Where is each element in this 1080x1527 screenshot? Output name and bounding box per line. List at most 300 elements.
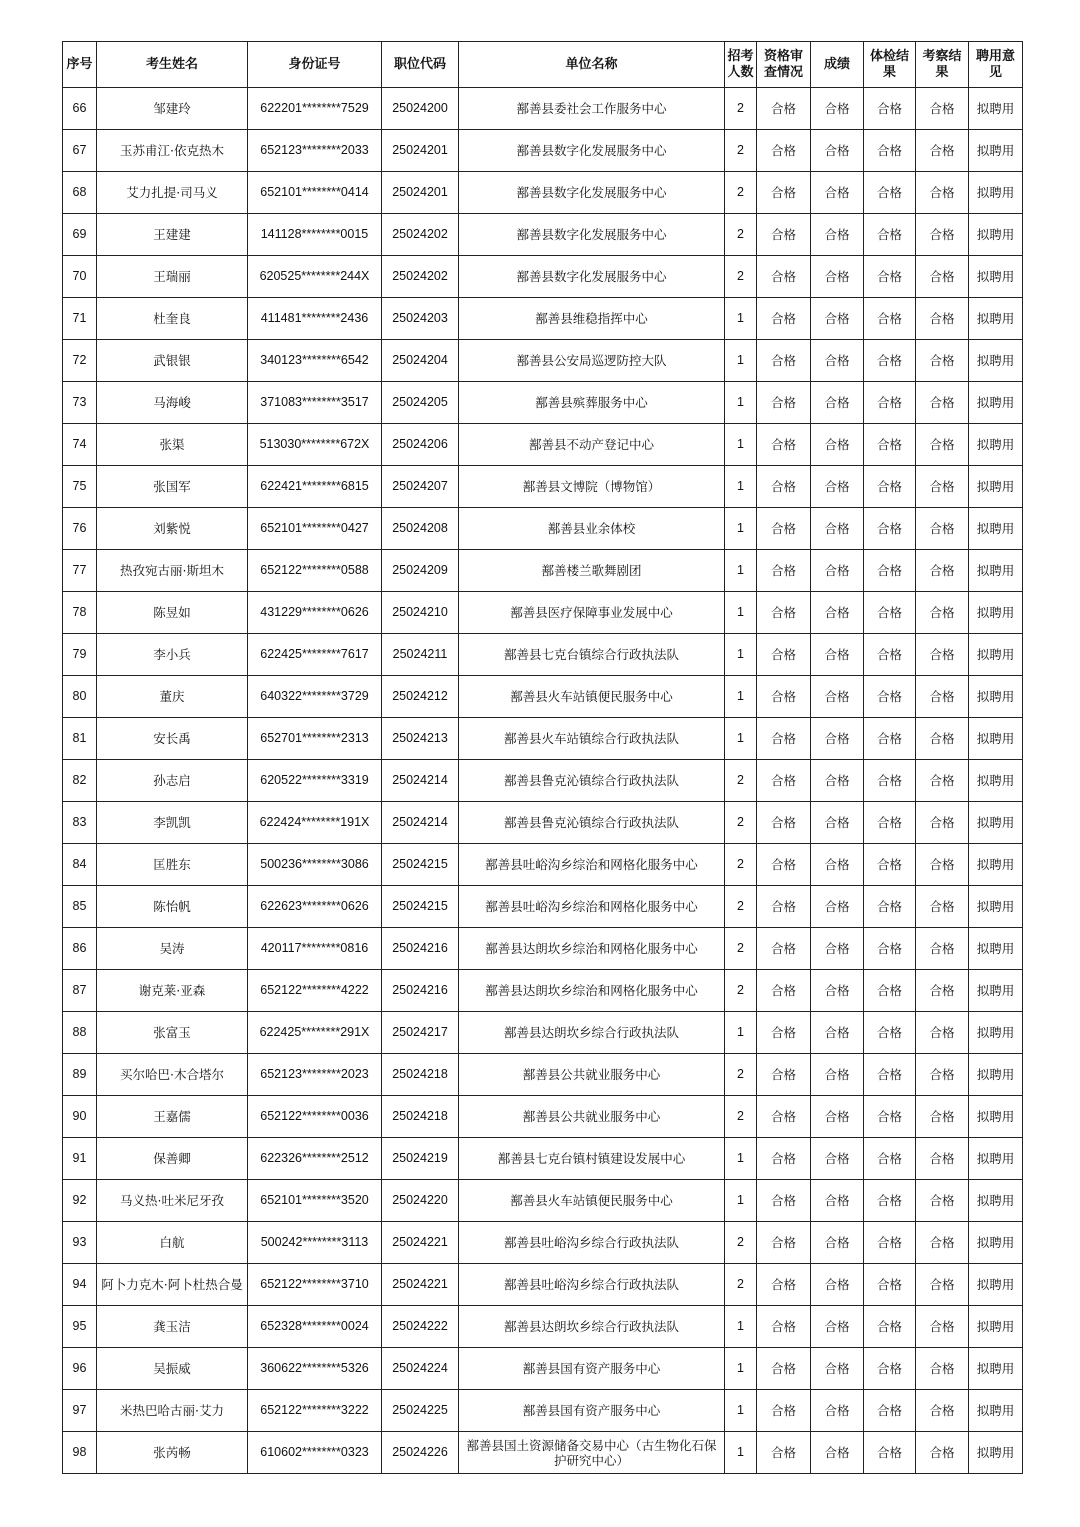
cell-score-status: 合格 (811, 928, 864, 970)
cell-seq: 71 (63, 298, 97, 340)
cell-id-number: 622623********0626 (248, 886, 382, 928)
cell-seq: 90 (63, 1096, 97, 1138)
cell-unit-name: 鄯善县委社会工作服务中心 (459, 88, 725, 130)
cell-recruit-count: 1 (725, 1306, 757, 1348)
cell-seq: 86 (63, 928, 97, 970)
col-header-score: 成绩 (811, 42, 864, 88)
cell-candidate-name: 张芮畅 (97, 1432, 248, 1474)
cell-hiring-opinion: 拟聘用 (969, 844, 1023, 886)
cell-inspection-result: 合格 (916, 550, 969, 592)
cell-recruit-count: 2 (725, 1054, 757, 1096)
col-header-inspection: 考察结果 (916, 42, 969, 88)
cell-score-status: 合格 (811, 1222, 864, 1264)
cell-score-status: 合格 (811, 1180, 864, 1222)
col-header-unit-name: 单位名称 (459, 42, 725, 88)
table-row (63, 1222, 1023, 1264)
cell-inspection-result: 合格 (916, 928, 969, 970)
table-row (63, 550, 1023, 592)
cell-recruit-count: 1 (725, 382, 757, 424)
cell-qualification-status: 合格 (757, 844, 811, 886)
cell-position-code: 25024202 (382, 256, 459, 298)
cell-recruit-count: 2 (725, 970, 757, 1012)
cell-position-code: 25024200 (382, 88, 459, 130)
cell-unit-name: 鄯善县业余体校 (459, 508, 725, 550)
cell-unit-name: 鄯善县吐峪沟乡综合行政执法队 (459, 1264, 725, 1306)
cell-id-number: 652101********3520 (248, 1180, 382, 1222)
cell-candidate-name: 保善卿 (97, 1138, 248, 1180)
table-row (63, 1348, 1023, 1390)
cell-position-code: 25024220 (382, 1180, 459, 1222)
cell-medical-result: 合格 (864, 1432, 916, 1474)
cell-unit-name: 鄯善县公共就业服务中心 (459, 1096, 725, 1138)
table-body (63, 88, 1023, 1474)
cell-position-code: 25024218 (382, 1096, 459, 1138)
cell-candidate-name: 邹建玲 (97, 88, 248, 130)
cell-unit-name: 鄯善县达朗坎乡综合行政执法队 (459, 1306, 725, 1348)
cell-position-code: 25024219 (382, 1138, 459, 1180)
cell-position-code: 25024201 (382, 130, 459, 172)
cell-candidate-name: 艾力扎提·司马义 (97, 172, 248, 214)
cell-id-number: 620525********244X (248, 256, 382, 298)
cell-medical-result: 合格 (864, 340, 916, 382)
cell-inspection-result: 合格 (916, 382, 969, 424)
table-row (63, 1180, 1023, 1222)
table-row (63, 718, 1023, 760)
cell-score-status: 合格 (811, 508, 864, 550)
cell-score-status: 合格 (811, 88, 864, 130)
cell-score-status: 合格 (811, 634, 864, 676)
cell-id-number: 500236********3086 (248, 844, 382, 886)
cell-hiring-opinion: 拟聘用 (969, 298, 1023, 340)
cell-inspection-result: 合格 (916, 634, 969, 676)
cell-seq: 98 (63, 1432, 97, 1474)
cell-hiring-opinion: 拟聘用 (969, 1348, 1023, 1390)
cell-inspection-result: 合格 (916, 592, 969, 634)
cell-hiring-opinion: 拟聘用 (969, 634, 1023, 676)
cell-hiring-opinion: 拟聘用 (969, 1012, 1023, 1054)
cell-hiring-opinion: 拟聘用 (969, 1264, 1023, 1306)
cell-inspection-result: 合格 (916, 1306, 969, 1348)
cell-inspection-result: 合格 (916, 1180, 969, 1222)
cell-hiring-opinion: 拟聘用 (969, 1432, 1023, 1474)
hiring-roster-table (62, 41, 1023, 1474)
cell-qualification-status: 合格 (757, 298, 811, 340)
cell-hiring-opinion: 拟聘用 (969, 676, 1023, 718)
cell-seq: 67 (63, 130, 97, 172)
cell-recruit-count: 2 (725, 886, 757, 928)
cell-hiring-opinion: 拟聘用 (969, 256, 1023, 298)
cell-unit-name: 鄯善县火车站镇便民服务中心 (459, 676, 725, 718)
cell-score-status: 合格 (811, 172, 864, 214)
cell-candidate-name: 张国军 (97, 466, 248, 508)
table-row (63, 340, 1023, 382)
cell-recruit-count: 2 (725, 214, 757, 256)
cell-inspection-result: 合格 (916, 970, 969, 1012)
cell-candidate-name: 刘紫悦 (97, 508, 248, 550)
cell-unit-name: 鄯善县七克台镇综合行政执法队 (459, 634, 725, 676)
cell-medical-result: 合格 (864, 256, 916, 298)
cell-score-status: 合格 (811, 886, 864, 928)
cell-seq: 74 (63, 424, 97, 466)
cell-score-status: 合格 (811, 592, 864, 634)
cell-id-number: 652122********0588 (248, 550, 382, 592)
cell-qualification-status: 合格 (757, 970, 811, 1012)
cell-qualification-status: 合格 (757, 1264, 811, 1306)
cell-candidate-name: 谢克莱·亚森 (97, 970, 248, 1012)
cell-candidate-name: 张富玉 (97, 1012, 248, 1054)
cell-position-code: 25024216 (382, 970, 459, 1012)
cell-candidate-name: 吴涛 (97, 928, 248, 970)
cell-hiring-opinion: 拟聘用 (969, 1390, 1023, 1432)
cell-candidate-name: 张渠 (97, 424, 248, 466)
cell-inspection-result: 合格 (916, 340, 969, 382)
cell-qualification-status: 合格 (757, 1348, 811, 1390)
cell-unit-name: 鄯善县公安局巡逻防控大队 (459, 340, 725, 382)
cell-recruit-count: 2 (725, 256, 757, 298)
cell-id-number: 500242********3113 (248, 1222, 382, 1264)
cell-qualification-status: 合格 (757, 424, 811, 466)
cell-qualification-status: 合格 (757, 676, 811, 718)
cell-unit-name: 鄯善县文博院（博物馆） (459, 466, 725, 508)
cell-seq: 87 (63, 970, 97, 1012)
col-header-id-number: 身份证号 (248, 42, 382, 88)
cell-position-code: 25024222 (382, 1306, 459, 1348)
cell-position-code: 25024207 (382, 466, 459, 508)
cell-unit-name: 鄯善县鲁克沁镇综合行政执法队 (459, 802, 725, 844)
cell-id-number: 340123********6542 (248, 340, 382, 382)
cell-id-number: 513030********672X (248, 424, 382, 466)
cell-inspection-result: 合格 (916, 886, 969, 928)
col-header-medical: 体检结果 (864, 42, 916, 88)
cell-candidate-name: 马义热·吐米尼牙孜 (97, 1180, 248, 1222)
cell-score-status: 合格 (811, 1012, 864, 1054)
cell-inspection-result: 合格 (916, 1348, 969, 1390)
cell-qualification-status: 合格 (757, 214, 811, 256)
cell-inspection-result: 合格 (916, 424, 969, 466)
table-row (63, 466, 1023, 508)
cell-medical-result: 合格 (864, 1054, 916, 1096)
cell-seq: 80 (63, 676, 97, 718)
cell-candidate-name: 白航 (97, 1222, 248, 1264)
cell-medical-result: 合格 (864, 676, 916, 718)
table-row (63, 256, 1023, 298)
cell-position-code: 25024216 (382, 928, 459, 970)
cell-score-status: 合格 (811, 802, 864, 844)
table-row (63, 172, 1023, 214)
cell-candidate-name: 阿卜力克木·阿卜杜热合曼 (97, 1264, 248, 1306)
cell-position-code: 25024213 (382, 718, 459, 760)
cell-hiring-opinion: 拟聘用 (969, 928, 1023, 970)
cell-hiring-opinion: 拟聘用 (969, 88, 1023, 130)
cell-recruit-count: 1 (725, 1432, 757, 1474)
cell-seq: 79 (63, 634, 97, 676)
table-row (63, 298, 1023, 340)
table-row (63, 214, 1023, 256)
cell-seq: 97 (63, 1390, 97, 1432)
cell-score-status: 合格 (811, 718, 864, 760)
cell-unit-name: 鄯善县达朗坎乡综治和网格化服务中心 (459, 928, 725, 970)
cell-position-code: 25024215 (382, 886, 459, 928)
cell-id-number: 610602********0323 (248, 1432, 382, 1474)
cell-hiring-opinion: 拟聘用 (969, 1096, 1023, 1138)
cell-recruit-count: 2 (725, 88, 757, 130)
cell-position-code: 25024214 (382, 760, 459, 802)
cell-unit-name: 鄯善县达朗坎乡综治和网格化服务中心 (459, 970, 725, 1012)
cell-hiring-opinion: 拟聘用 (969, 718, 1023, 760)
cell-qualification-status: 合格 (757, 1306, 811, 1348)
cell-candidate-name: 王瑞丽 (97, 256, 248, 298)
cell-hiring-opinion: 拟聘用 (969, 172, 1023, 214)
cell-unit-name: 鄯善县达朗坎乡综合行政执法队 (459, 1012, 725, 1054)
cell-medical-result: 合格 (864, 592, 916, 634)
cell-medical-result: 合格 (864, 802, 916, 844)
cell-medical-result: 合格 (864, 550, 916, 592)
cell-qualification-status: 合格 (757, 592, 811, 634)
cell-hiring-opinion: 拟聘用 (969, 214, 1023, 256)
cell-hiring-opinion: 拟聘用 (969, 592, 1023, 634)
cell-recruit-count: 1 (725, 466, 757, 508)
cell-qualification-status: 合格 (757, 802, 811, 844)
cell-hiring-opinion: 拟聘用 (969, 1222, 1023, 1264)
cell-candidate-name: 杜奎良 (97, 298, 248, 340)
cell-score-status: 合格 (811, 760, 864, 802)
cell-unit-name: 鄯善县国土资源储备交易中心（古生物化石保护研究中心） (459, 1432, 725, 1474)
cell-candidate-name: 热孜宛古丽·斯坦木 (97, 550, 248, 592)
cell-medical-result: 合格 (864, 508, 916, 550)
cell-unit-name: 鄯善县维稳指挥中心 (459, 298, 725, 340)
cell-unit-name: 鄯善县吐峪沟乡综治和网格化服务中心 (459, 886, 725, 928)
cell-position-code: 25024221 (382, 1264, 459, 1306)
cell-recruit-count: 1 (725, 340, 757, 382)
cell-recruit-count: 2 (725, 844, 757, 886)
cell-candidate-name: 董庆 (97, 676, 248, 718)
cell-id-number: 652122********3222 (248, 1390, 382, 1432)
cell-score-status: 合格 (811, 1390, 864, 1432)
cell-score-status: 合格 (811, 466, 864, 508)
cell-seq: 76 (63, 508, 97, 550)
cell-candidate-name: 龚玉洁 (97, 1306, 248, 1348)
cell-qualification-status: 合格 (757, 1054, 811, 1096)
cell-medical-result: 合格 (864, 382, 916, 424)
cell-qualification-status: 合格 (757, 1012, 811, 1054)
cell-id-number: 371083********3517 (248, 382, 382, 424)
col-header-recruit-count: 招考人数 (725, 42, 757, 88)
col-header-hiring-opinion: 聘用意见 (969, 42, 1023, 88)
cell-seq: 70 (63, 256, 97, 298)
cell-score-status: 合格 (811, 340, 864, 382)
cell-inspection-result: 合格 (916, 802, 969, 844)
cell-seq: 83 (63, 802, 97, 844)
table-row (63, 886, 1023, 928)
cell-position-code: 25024226 (382, 1432, 459, 1474)
cell-qualification-status: 合格 (757, 1180, 811, 1222)
cell-recruit-count: 1 (725, 1012, 757, 1054)
cell-medical-result: 合格 (864, 1222, 916, 1264)
cell-inspection-result: 合格 (916, 1096, 969, 1138)
cell-recruit-count: 2 (725, 1264, 757, 1306)
cell-seq: 93 (63, 1222, 97, 1264)
cell-candidate-name: 安长禹 (97, 718, 248, 760)
col-header-seq: 序号 (63, 42, 97, 88)
cell-position-code: 25024224 (382, 1348, 459, 1390)
cell-hiring-opinion: 拟聘用 (969, 424, 1023, 466)
cell-seq: 96 (63, 1348, 97, 1390)
cell-id-number: 622201********7529 (248, 88, 382, 130)
cell-score-status: 合格 (811, 1138, 864, 1180)
cell-hiring-opinion: 拟聘用 (969, 1180, 1023, 1222)
table-row (63, 592, 1023, 634)
cell-hiring-opinion: 拟聘用 (969, 508, 1023, 550)
cell-hiring-opinion: 拟聘用 (969, 1306, 1023, 1348)
cell-qualification-status: 合格 (757, 1390, 811, 1432)
table-row (63, 634, 1023, 676)
cell-inspection-result: 合格 (916, 1432, 969, 1474)
cell-seq: 84 (63, 844, 97, 886)
cell-recruit-count: 1 (725, 298, 757, 340)
cell-seq: 94 (63, 1264, 97, 1306)
cell-candidate-name: 米热巴哈古丽·艾力 (97, 1390, 248, 1432)
cell-qualification-status: 合格 (757, 256, 811, 298)
cell-recruit-count: 2 (725, 802, 757, 844)
cell-medical-result: 合格 (864, 1096, 916, 1138)
cell-medical-result: 合格 (864, 928, 916, 970)
cell-inspection-result: 合格 (916, 1138, 969, 1180)
cell-id-number: 652328********0024 (248, 1306, 382, 1348)
cell-inspection-result: 合格 (916, 172, 969, 214)
cell-position-code: 25024225 (382, 1390, 459, 1432)
cell-seq: 78 (63, 592, 97, 634)
cell-score-status: 合格 (811, 256, 864, 298)
table-row (63, 1054, 1023, 1096)
cell-inspection-result: 合格 (916, 130, 969, 172)
cell-score-status: 合格 (811, 1054, 864, 1096)
cell-recruit-count: 1 (725, 508, 757, 550)
cell-qualification-status: 合格 (757, 886, 811, 928)
cell-medical-result: 合格 (864, 634, 916, 676)
table-row (63, 1096, 1023, 1138)
table-row (63, 88, 1023, 130)
cell-recruit-count: 2 (725, 172, 757, 214)
cell-qualification-status: 合格 (757, 760, 811, 802)
cell-candidate-name: 买尔哈巴·木合塔尔 (97, 1054, 248, 1096)
cell-medical-result: 合格 (864, 1264, 916, 1306)
cell-seq: 81 (63, 718, 97, 760)
cell-candidate-name: 陈昱如 (97, 592, 248, 634)
cell-qualification-status: 合格 (757, 1222, 811, 1264)
cell-seq: 92 (63, 1180, 97, 1222)
cell-qualification-status: 合格 (757, 718, 811, 760)
cell-candidate-name: 玉苏甫江·依克热木 (97, 130, 248, 172)
cell-inspection-result: 合格 (916, 718, 969, 760)
cell-id-number: 652122********0036 (248, 1096, 382, 1138)
cell-unit-name: 鄯善楼兰歌舞剧团 (459, 550, 725, 592)
table-header (63, 42, 1023, 88)
table-row (63, 676, 1023, 718)
cell-unit-name: 鄯善县鲁克沁镇综合行政执法队 (459, 760, 725, 802)
cell-seq: 95 (63, 1306, 97, 1348)
cell-id-number: 622326********2512 (248, 1138, 382, 1180)
cell-seq: 77 (63, 550, 97, 592)
cell-recruit-count: 1 (725, 1348, 757, 1390)
cell-qualification-status: 合格 (757, 634, 811, 676)
cell-inspection-result: 合格 (916, 298, 969, 340)
cell-position-code: 25024201 (382, 172, 459, 214)
cell-recruit-count: 1 (725, 718, 757, 760)
table-row (63, 130, 1023, 172)
cell-inspection-result: 合格 (916, 1264, 969, 1306)
cell-score-status: 合格 (811, 844, 864, 886)
cell-medical-result: 合格 (864, 760, 916, 802)
cell-medical-result: 合格 (864, 298, 916, 340)
cell-hiring-opinion: 拟聘用 (969, 1054, 1023, 1096)
cell-score-status: 合格 (811, 970, 864, 1012)
cell-position-code: 25024211 (382, 634, 459, 676)
cell-medical-result: 合格 (864, 970, 916, 1012)
cell-recruit-count: 1 (725, 634, 757, 676)
cell-unit-name: 鄯善县七克台镇村镇建设发展中心 (459, 1138, 725, 1180)
cell-score-status: 合格 (811, 1348, 864, 1390)
cell-id-number: 652122********4222 (248, 970, 382, 1012)
cell-qualification-status: 合格 (757, 340, 811, 382)
cell-recruit-count: 2 (725, 1096, 757, 1138)
cell-position-code: 25024202 (382, 214, 459, 256)
cell-qualification-status: 合格 (757, 508, 811, 550)
cell-medical-result: 合格 (864, 172, 916, 214)
cell-qualification-status: 合格 (757, 550, 811, 592)
cell-seq: 88 (63, 1012, 97, 1054)
table-row (63, 802, 1023, 844)
cell-medical-result: 合格 (864, 1180, 916, 1222)
cell-score-status: 合格 (811, 1432, 864, 1474)
cell-seq: 68 (63, 172, 97, 214)
table-row (63, 844, 1023, 886)
cell-unit-name: 鄯善县数字化发展服务中心 (459, 256, 725, 298)
cell-id-number: 420117********0816 (248, 928, 382, 970)
cell-id-number: 141128********0015 (248, 214, 382, 256)
cell-id-number: 652123********2033 (248, 130, 382, 172)
cell-qualification-status: 合格 (757, 172, 811, 214)
cell-inspection-result: 合格 (916, 256, 969, 298)
cell-hiring-opinion: 拟聘用 (969, 802, 1023, 844)
header-row (63, 42, 1023, 88)
cell-hiring-opinion: 拟聘用 (969, 466, 1023, 508)
cell-qualification-status: 合格 (757, 1138, 811, 1180)
cell-candidate-name: 吴振威 (97, 1348, 248, 1390)
cell-candidate-name: 武银银 (97, 340, 248, 382)
cell-inspection-result: 合格 (916, 1012, 969, 1054)
cell-id-number: 652101********0414 (248, 172, 382, 214)
cell-candidate-name: 陈怡帆 (97, 886, 248, 928)
cell-inspection-result: 合格 (916, 1054, 969, 1096)
cell-position-code: 25024214 (382, 802, 459, 844)
cell-inspection-result: 合格 (916, 214, 969, 256)
cell-medical-result: 合格 (864, 844, 916, 886)
cell-id-number: 622421********6815 (248, 466, 382, 508)
cell-score-status: 合格 (811, 1264, 864, 1306)
cell-inspection-result: 合格 (916, 1222, 969, 1264)
cell-score-status: 合格 (811, 130, 864, 172)
cell-position-code: 25024212 (382, 676, 459, 718)
cell-position-code: 25024218 (382, 1054, 459, 1096)
cell-qualification-status: 合格 (757, 928, 811, 970)
cell-medical-result: 合格 (864, 130, 916, 172)
cell-recruit-count: 1 (725, 592, 757, 634)
cell-inspection-result: 合格 (916, 88, 969, 130)
table-row (63, 1432, 1023, 1474)
cell-id-number: 622425********7617 (248, 634, 382, 676)
cell-seq: 66 (63, 88, 97, 130)
cell-unit-name: 鄯善县数字化发展服务中心 (459, 172, 725, 214)
